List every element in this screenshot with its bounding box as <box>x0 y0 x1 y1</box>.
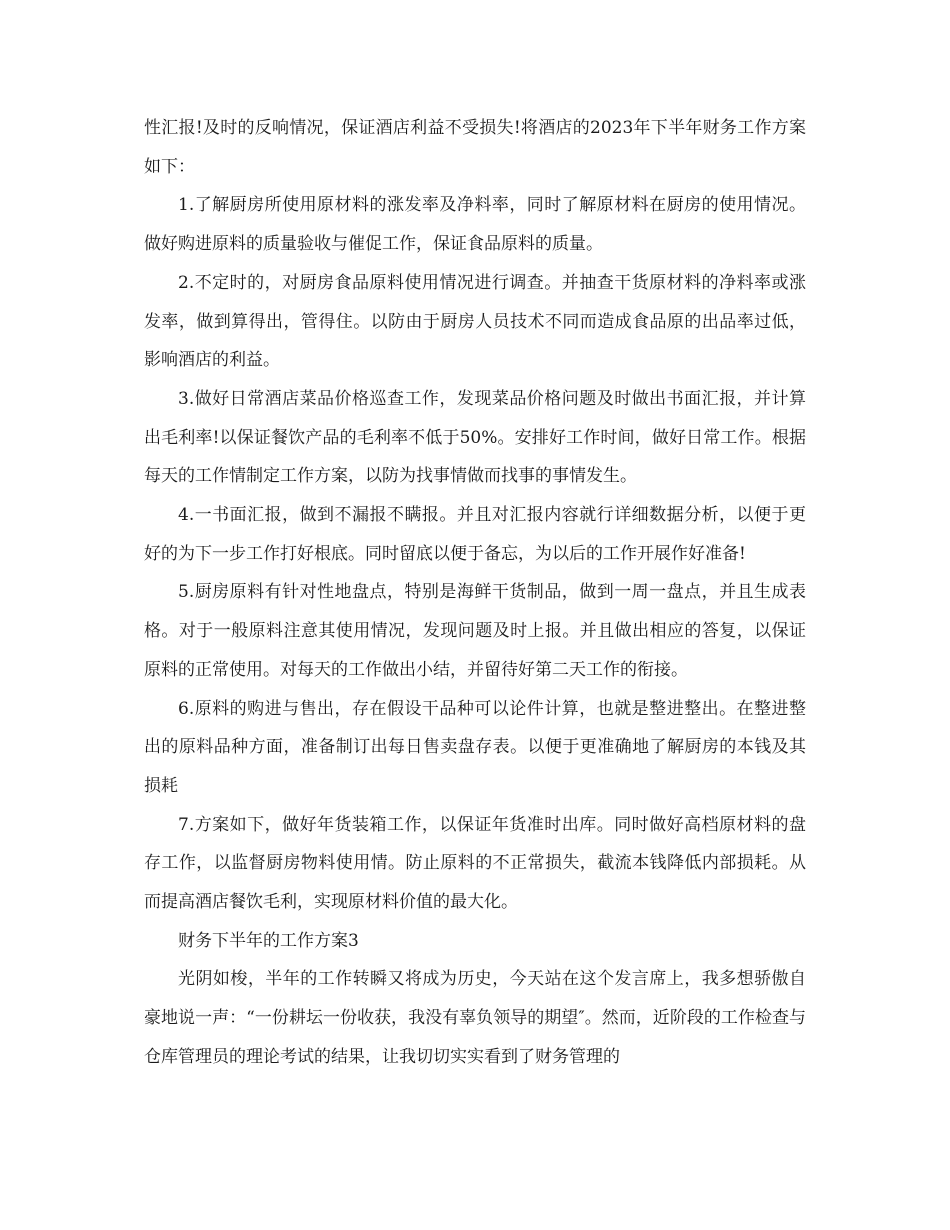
paragraph-item-7: 7.方案如下，做好年货装箱工作，以保证年货准时出库。同时做好高档原材料的盘存工作，以监督厨房物料使用情。防止原料的不正常损失，截流本钱降低内部损耗。从而提高酒店餐饮毛利，实现原材料价值的最大化。 <box>144 814 806 913</box>
section-heading: 财务下半年的工作方案3 <box>178 930 359 951</box>
paragraph-item-4: 4.一书面汇报，做到不漏报不瞒报。并且对汇报内容就行详细数据分析，以便于更好的为下一步工作打好根底。同时留底以便于备忘，为以后的工作开展作好准备! <box>144 505 806 564</box>
document-body <box>144 109 806 1077</box>
paragraph-intro: 性汇报!及时的反响情况，保证酒店利益不受损失!将酒店的2023年下半年财务工作方案如下： <box>144 118 806 177</box>
paragraph-item-5: 5.厨房原料有针对性地盘点，特别是海鲜干货制品，做到一周一盘点，并且生成表格。对于一般原料注意其使用情况，发现问题及时上报。并且做出相应的答复，以保证原料的正常使用。对每天的工作做出小结，并留待好第二天工作的衔接。 <box>144 582 806 680</box>
paragraph-item-1: 1.了解厨房所使用原材料的涨发率及净料率，同时了解原材料在厨房的使用情况。做好购进原料的质量验收与催促工作，保证食品原料的质量。 <box>144 195 806 255</box>
paragraph-closing: 光阴如梭，半年的工作转瞬又将成为历史，今天站在这个发言席上，我多想骄傲自豪地说一声：“一份耕坛一份收获，我没有辜负领导的期望″。然而，近阶段的工作检查与仓库管理员的理论考试的结果，让我切切实实看到了财务管理的 <box>144 969 806 1067</box>
paragraph-item-6: 6.原料的购进与售出，存在假设干品种可以论件计算，也就是整进整出。在整进整出的原料品种方面，准备制订出每日售卖盘存表。以便于更准确地了解厨房的本钱及其损耗 <box>144 698 806 796</box>
paragraph-item-3: 3.做好日常酒店菜品价格巡查工作，发现菜品价格问题及时做出书面汇报，并计算出毛利率!以保证餐饮产品的毛利率不低于50%。安排好工作时间，做好日常工作。根据每天的工作情制定工作方案，以防为找事情做而找事的事情发生。 <box>144 388 806 487</box>
paragraph-item-2: 2.不定时的，对厨房食品原料使用情况进行调查。并抽查干货原材料的净料率或涨发率，做到算得出，管得住。以防由于厨房人员技术不同而造成食品原的出品率过低，影响酒店的利益。 <box>144 272 806 371</box>
